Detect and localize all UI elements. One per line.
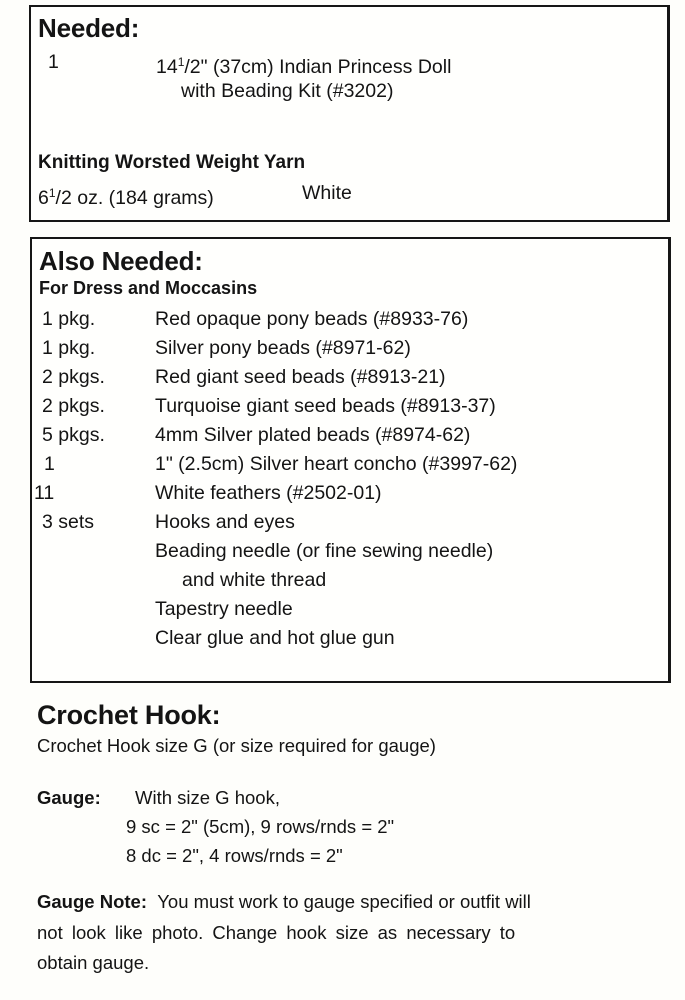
yarn-amount (38, 182, 214, 209)
doll-desc-line2: with Beading Kit (#3202) (181, 80, 394, 102)
item-desc: and white thread (182, 569, 327, 591)
gauge-label: Gauge: (37, 787, 101, 808)
item-desc: Turquoise giant seed beads (#8913-37) (155, 395, 496, 417)
yarn-amount-frac: 1 (48, 186, 56, 200)
item-qty: 3 sets (42, 511, 95, 533)
gauge-note-label: Gauge Note: (37, 891, 147, 912)
gauge-note-line1 (37, 891, 672, 913)
also-needed-heading: Also Needed: (39, 246, 203, 276)
item-qty: 5 pkgs. (42, 424, 105, 446)
item-qty: 1 pkg. (42, 308, 96, 330)
yarn-amount-whole: 6 (38, 187, 49, 209)
item-desc: 4mm Silver plated beads (#8974-62) (155, 424, 471, 446)
crochet-hook-heading: Crochet Hook: (37, 700, 221, 730)
needed-box (29, 5, 670, 222)
gauge-note-line3: obtain gauge. (37, 952, 150, 973)
gauge-line2: 9 sc = 2" (5cm), 9 rows/rnds = 2" (126, 816, 395, 837)
yarn-amount-rest: /2 oz. (184 grams) (55, 187, 214, 209)
item-qty: 2 pkgs. (42, 395, 105, 417)
yarn-color: White (302, 182, 352, 204)
item-desc: Clear glue and hot glue gun (155, 627, 395, 649)
gauge-line1: With size G hook, (135, 787, 280, 808)
item-desc: 1" (2.5cm) Silver heart concho (#3997-62) (155, 453, 518, 475)
doll-qty: 1 (48, 51, 59, 73)
item-desc: Red opaque pony beads (#8933-76) (155, 308, 469, 330)
also-needed-subheading: For Dress and Moccasins (39, 278, 258, 298)
doll-size-rest: /2" (37cm) Indian Princess Doll (184, 56, 452, 78)
gauge-note-text1: You must work to gauge specified or outfit will (157, 891, 531, 912)
item-qty: 2 pkgs. (42, 366, 105, 388)
item-qty: 1 pkg. (42, 337, 96, 359)
item-desc: Tapestry needle (155, 598, 293, 620)
item-qty: 11 (34, 482, 55, 504)
doll-desc (156, 51, 451, 78)
gauge-note-line2: not look like photo. Change hook size as necessary to (37, 922, 516, 943)
item-desc: Silver pony beads (#8971-62) (155, 337, 411, 359)
doll-size-whole: 14 (156, 56, 178, 78)
needed-heading: Needed: (38, 13, 140, 43)
crochet-hook-text: Crochet Hook size G (or size required for gauge) (37, 735, 436, 756)
also-needed-box (30, 237, 671, 683)
yarn-heading: Knitting Worsted Weight Yarn (38, 152, 306, 173)
doll-size-frac: 1 (177, 55, 185, 69)
item-desc: Hooks and eyes (155, 511, 295, 533)
item-desc: White feathers (#2502-01) (155, 482, 382, 504)
item-desc: Red giant seed beads (#8913-21) (155, 366, 446, 388)
item-desc: Beading needle (or fine sewing needle) (155, 540, 494, 562)
gauge-line3: 8 dc = 2", 4 rows/rnds = 2" (126, 845, 343, 866)
item-qty: 1 (44, 453, 55, 475)
